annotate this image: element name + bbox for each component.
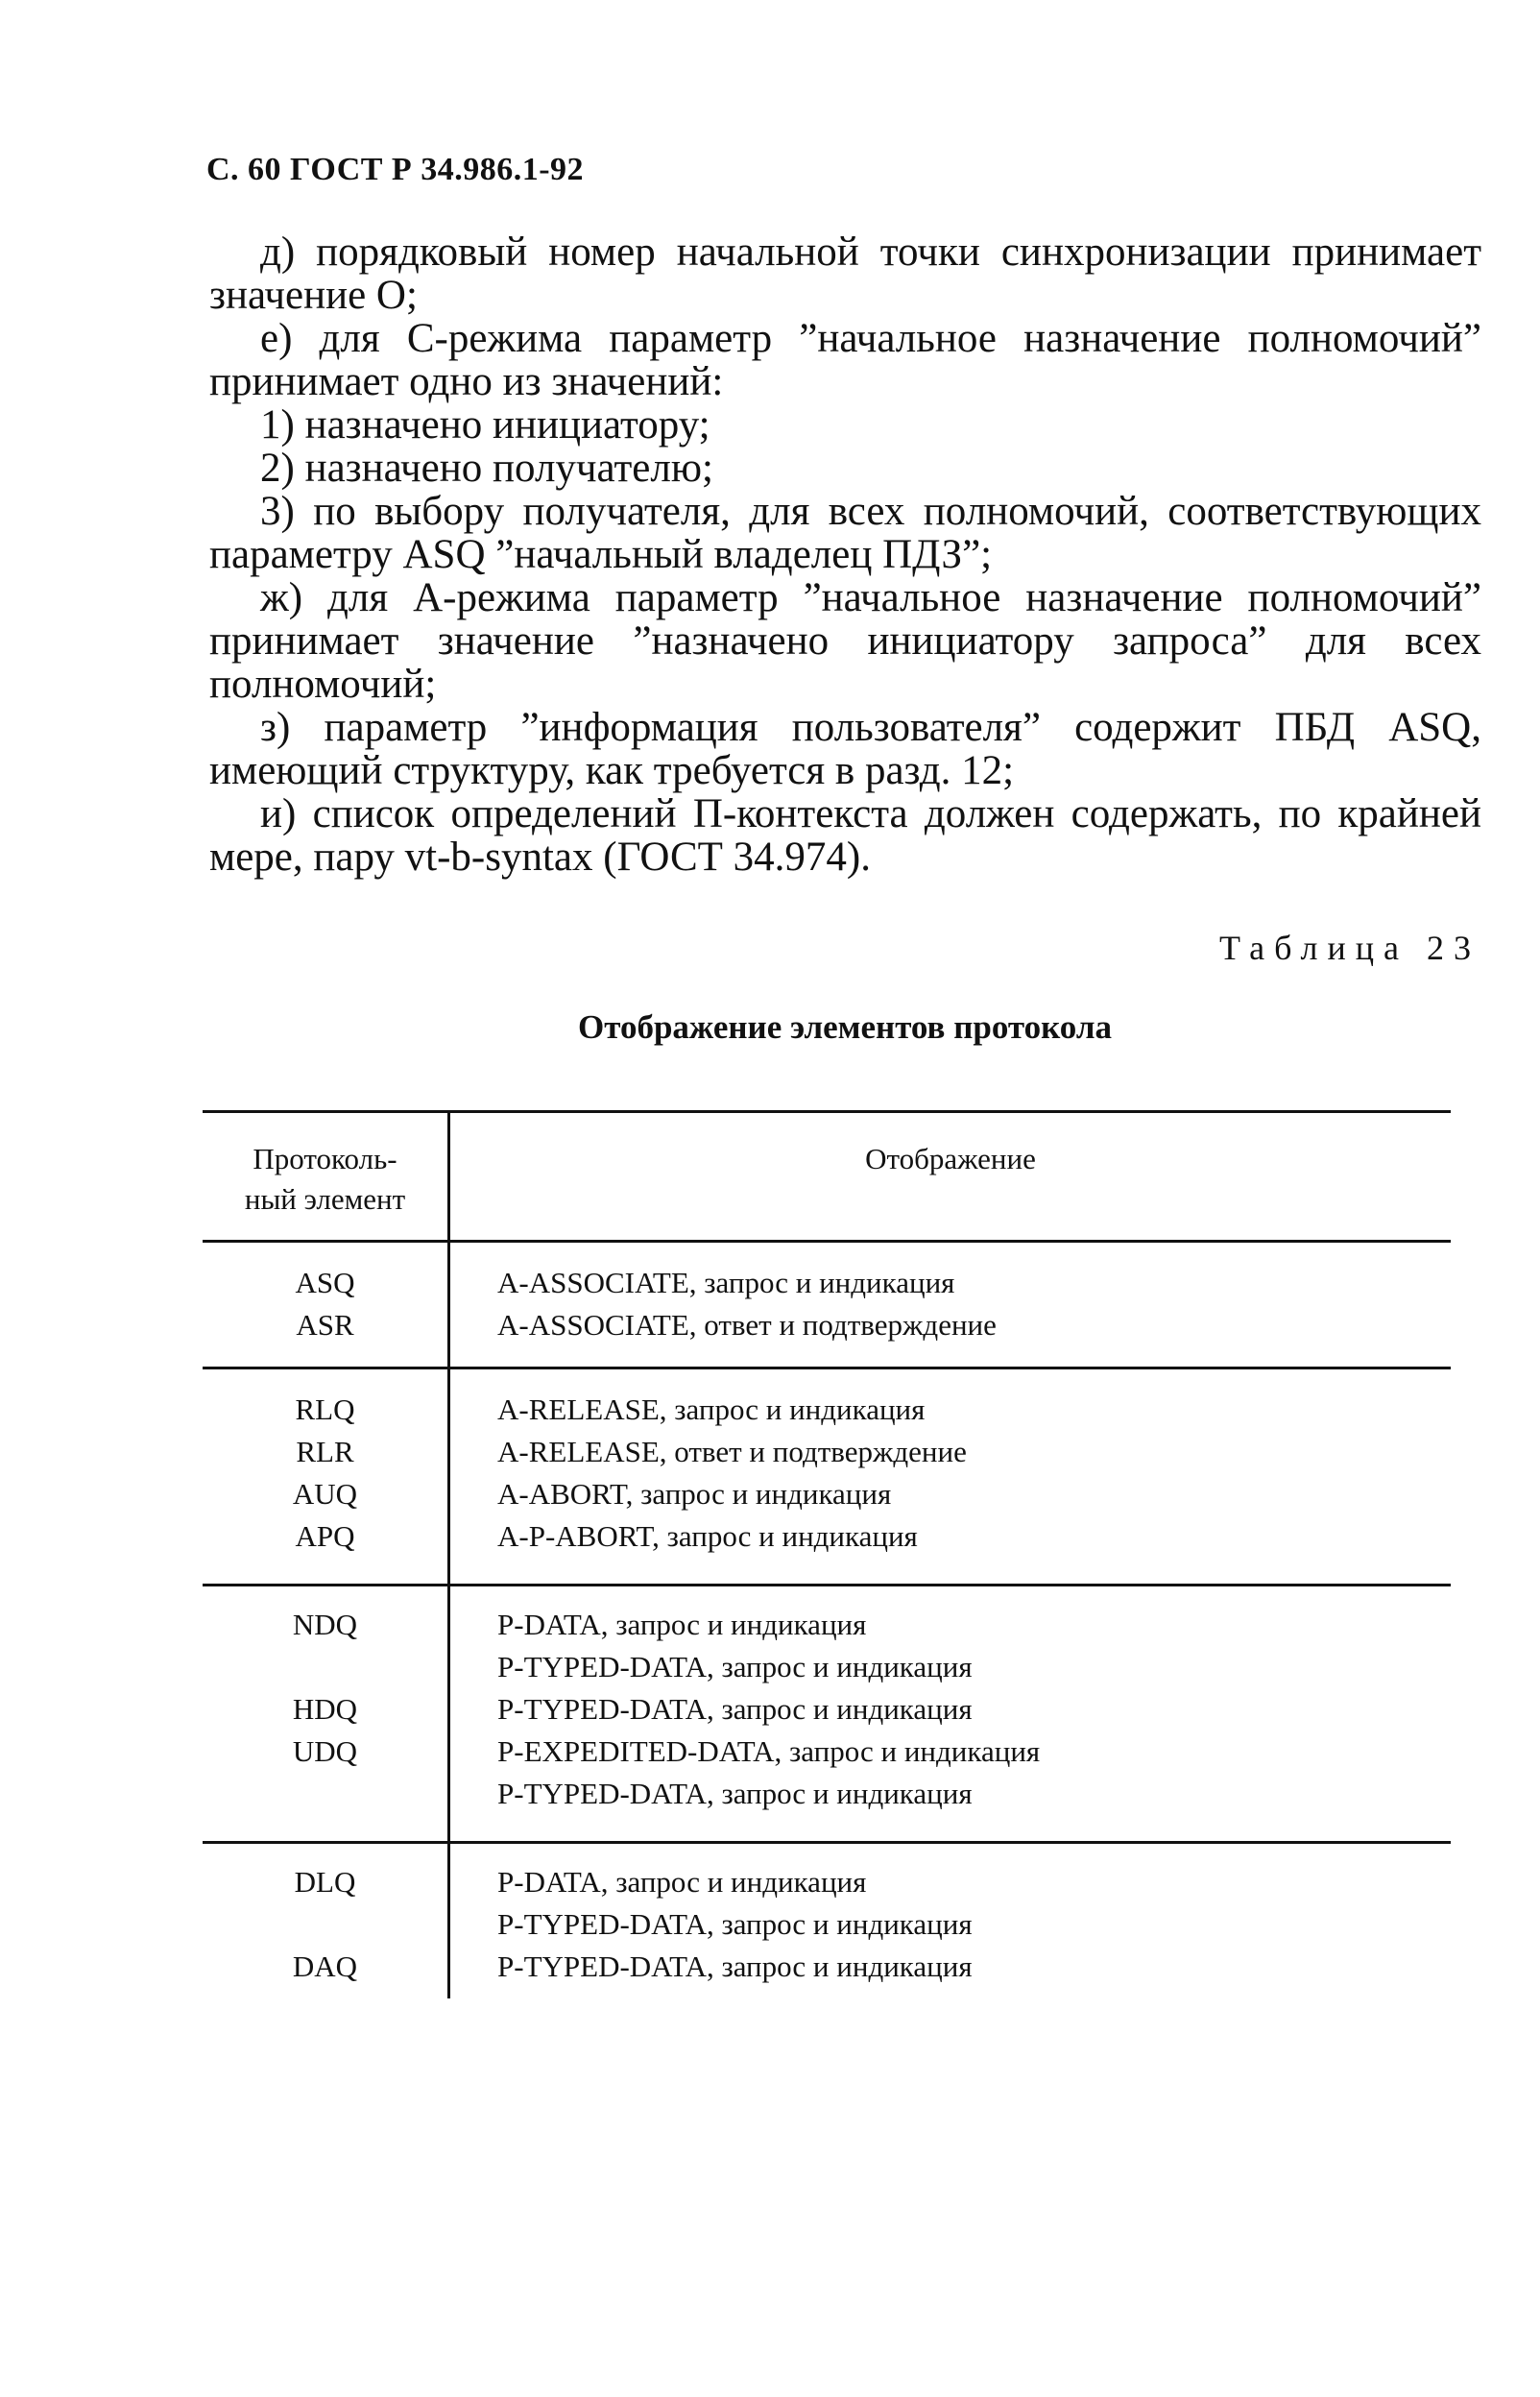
row-element: NDQ (292, 1608, 358, 1641)
column-header-element (203, 1139, 447, 1220)
list-item-e: е) для С-режима параметр ”начальное назначение полномочий” принимает одно из значений: (209, 316, 1481, 404)
row-mapping: P-TYPED-DATA, запрос и индикация (497, 1777, 973, 1810)
column-header-mapping: Отображение (865, 1142, 1036, 1175)
row-element: UDQ (292, 1734, 358, 1768)
list-item-e-3: 3) по выбору получателя, для всех полномочий, соответствующих параметру ASQ ”начальный владелец ПДЗ”; (209, 489, 1481, 577)
row-element: RLR (296, 1435, 354, 1468)
row-mapping: A-RELEASE, ответ и подтверждение (497, 1435, 967, 1468)
page-header: С. 60 ГОСТ Р 34.986.1-92 (206, 152, 585, 187)
list-item-i: и) список определений П-контекста должен содержать, по крайней мере, пару vt-b-syntax (ГОСТ 34.974). (209, 791, 1481, 880)
row-mapping: P-DATA, запрос и индикация (497, 1608, 867, 1641)
row-element: RLQ (295, 1392, 355, 1426)
row-mapping: A-ASSOCIATE, ответ и подтверждение (497, 1308, 997, 1342)
list-item-e-2: 2) назначено получателю; (260, 446, 713, 491)
list-item-zh: ж) для А-режима параметр ”начальное назначение полномочий” принимает значение ”назначено инициатору запроса” для всех полномочий; (209, 575, 1481, 707)
table-rule-top (203, 1110, 1451, 1113)
row-mapping: P-TYPED-DATA, запрос и индикация (497, 1907, 973, 1941)
list-item-z: з) параметр ”информация пользователя” содержит ПБД ASQ, имеющий структуру, как требуется в разд. 12; (209, 705, 1481, 793)
row-element: ASQ (295, 1266, 355, 1299)
row-mapping: A-ASSOCIATE, запрос и индикация (497, 1266, 955, 1299)
row-mapping: P-TYPED-DATA, запрос и индикация (497, 1650, 973, 1683)
table-rule-group-2 (203, 1584, 1451, 1586)
row-element: APQ (295, 1519, 355, 1553)
table-label: Таблица 23 (1219, 929, 1480, 967)
list-item-e-1: 1) назначено инициатору; (260, 402, 710, 448)
row-mapping: A-RELEASE, запрос и индикация (497, 1392, 926, 1426)
row-mapping: P-TYPED-DATA, запрос и индикация (497, 1949, 973, 1983)
mapping-table (203, 1110, 1451, 1998)
row-mapping: A-P-ABORT, запрос и индикация (497, 1519, 918, 1553)
list-item-d: д) порядковый номер начальной точки синхронизации принимает значение О; (209, 230, 1481, 318)
row-mapping: P-EXPEDITED-DATA, запрос и индикация (497, 1734, 1041, 1768)
column-header-element-line1: Протоколь- (253, 1142, 397, 1175)
row-mapping: P-TYPED-DATA, запрос и индикация (497, 1692, 973, 1726)
table-rule-group-3 (203, 1841, 1451, 1844)
row-mapping: P-DATA, запрос и индикация (497, 1865, 867, 1899)
row-element: DLQ (294, 1865, 356, 1899)
row-element: DAQ (292, 1949, 358, 1983)
table-column-divider (447, 1110, 450, 1998)
column-header-element-line2: ный элемент (244, 1182, 406, 1216)
row-mapping: A-ABORT, запрос и индикация (497, 1477, 892, 1511)
body-text (209, 230, 1481, 879)
table-rule-header (203, 1240, 1451, 1243)
table-rule-group-1 (203, 1367, 1451, 1369)
row-element: ASR (296, 1308, 354, 1342)
table-title: Отображение элементов протокола (578, 1008, 1112, 1046)
row-element: HDQ (292, 1692, 358, 1726)
row-element: AUQ (292, 1477, 358, 1511)
